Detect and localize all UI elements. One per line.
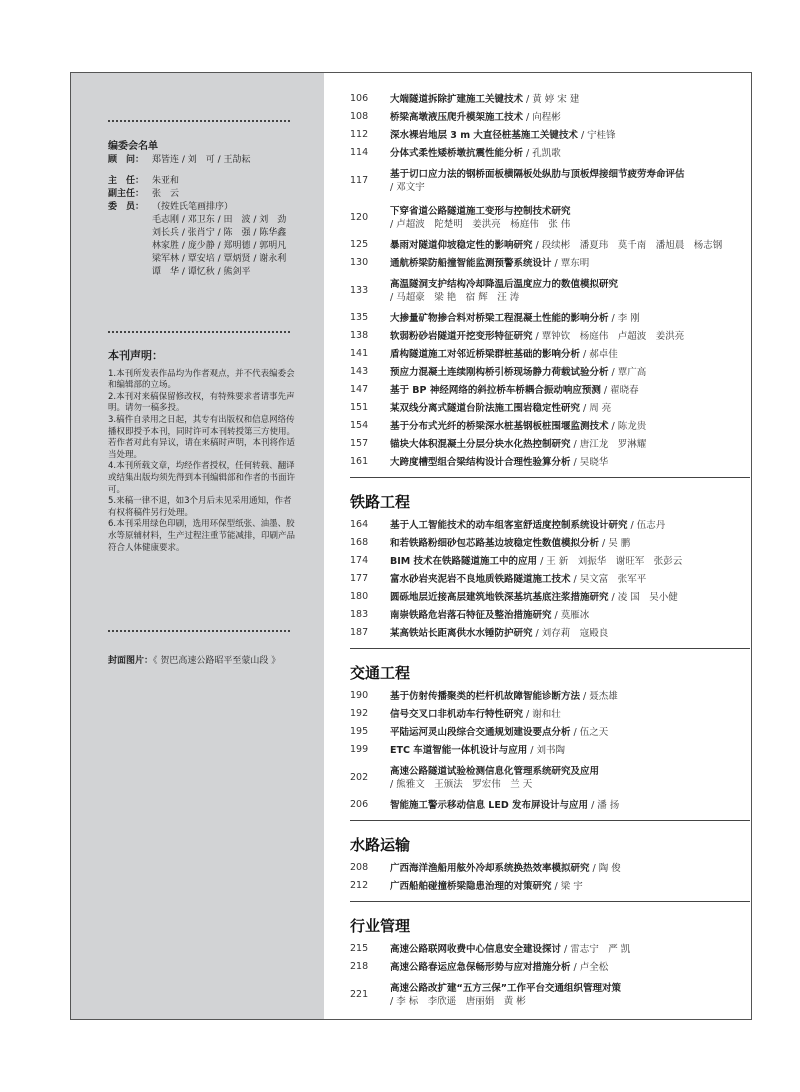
section-heading: 水路运输: [350, 836, 411, 854]
page-number: 151: [350, 402, 369, 413]
section-divider: [350, 477, 750, 478]
members-label: 委 员：: [108, 202, 145, 212]
toc-entry: [350, 687, 750, 705]
page-number: 164: [350, 519, 369, 530]
dotted-divider: [108, 331, 290, 333]
page-number: 195: [350, 726, 369, 737]
page-number: 202: [350, 772, 369, 783]
article-title: 信号交叉口非机动车行特性研究: [390, 709, 524, 720]
article-title: 下穿省道公路隧道施工变形与控制技术研究: [390, 205, 571, 217]
article-title: 通航桥梁防船撞智能监测预警系统设计: [390, 258, 552, 269]
section-divider: [350, 648, 750, 649]
cover-text: 《 贺巴高速公路昭平至蒙山段 》: [153, 656, 281, 666]
dotted-divider: [108, 630, 290, 632]
entry-body: [390, 129, 750, 142]
entry-body: [390, 982, 750, 1008]
notice-item: 6.本刊采用绿色印刷，选用环保型纸张、油墨、胶水等原辅材料，生产过程注重节能减排，印刷产品符合人体健康要求。: [108, 519, 296, 553]
toc-entry: [350, 796, 750, 814]
page-number: 215: [350, 943, 369, 954]
section-heading: 交通工程: [350, 664, 411, 682]
toc-entry: [350, 345, 750, 363]
entry-body: [390, 257, 750, 270]
entry-body: [390, 366, 750, 379]
article-authors: / 卢全松: [570, 962, 609, 973]
page-number: 133: [350, 285, 369, 296]
article-authors: / 李 刚: [608, 313, 640, 324]
article-authors: / 卢超波 陀楚明 姜洪亮 杨庭伟 张 伟: [390, 218, 571, 230]
toc-entry: [350, 624, 750, 642]
toc-entry: [350, 759, 750, 796]
toc-entry: [350, 363, 750, 381]
article-authors: / 陈龙贵: [608, 421, 647, 432]
article-authors: / 刘书陶: [527, 745, 565, 756]
director-label: 主 任：: [108, 176, 145, 186]
article-authors: / 陶 俊: [589, 863, 621, 874]
article-title: 圆砾地层近接高层建筑地铁深基坑基底注浆措施研究: [390, 592, 609, 603]
page-number: 212: [350, 880, 369, 891]
entry-body: [390, 744, 750, 757]
table-of-contents: [350, 90, 750, 1013]
toc-entry: [350, 417, 750, 435]
page-number: 108: [350, 111, 369, 122]
members-note: （按姓氏笔画排序）: [152, 202, 234, 212]
notice-item: 2.本刊对来稿保留修改权，有特殊要求者请事先声明。请勿一稿多投。: [108, 391, 295, 414]
article-title: 预应力混凝土连续刚构桥引桥现场静力荷载试验分析: [390, 367, 609, 378]
toc-entry: [350, 144, 750, 162]
article-title: 分体式柔性矮桥墩抗震性能分析: [390, 148, 524, 159]
article-title: 暴雨对隧道仰坡稳定性的影响研究: [390, 240, 533, 251]
entry-body: [390, 609, 750, 622]
entry-body: [390, 726, 750, 739]
page-number: 190: [350, 690, 369, 701]
article-title: 某双线分离式隧道台阶法施工围岩稳定性研究: [390, 403, 581, 414]
page-number: 154: [350, 420, 369, 431]
page-number: 135: [350, 312, 369, 323]
toc-entry: [350, 588, 750, 606]
section-heading: 行业管理: [350, 917, 411, 935]
deputy-name: 张 云: [152, 189, 180, 199]
toc-entry: [350, 236, 750, 254]
entry-body: [390, 627, 750, 640]
article-authors: / 翟晓春: [600, 385, 639, 396]
toc-entry: [350, 570, 750, 588]
entry-body: [390, 348, 750, 361]
toc-entry: [350, 958, 750, 976]
page-number: 206: [350, 799, 369, 810]
committee-heading: 编委会名单: [108, 141, 158, 152]
article-title: 广西船舶碰撞桥梁隐患治理的对策研究: [390, 881, 552, 892]
article-authors: / 邓文宇: [390, 181, 425, 193]
article-title: 基于人工智能技术的动车组客室舒适度控制系统设计研究: [390, 520, 628, 531]
page-number: 161: [350, 456, 369, 467]
page-number: 183: [350, 609, 369, 620]
toc-entry: [350, 162, 750, 199]
dotted-divider: [108, 120, 290, 122]
page-number: 143: [350, 366, 369, 377]
editorial-committee: [108, 140, 318, 279]
section-divider: [350, 901, 750, 902]
page-number: 114: [350, 147, 369, 158]
article-title: ETC 车道智能一体机设计与应用: [390, 745, 528, 756]
advisor-names: 郑皆连 / 刘 可 / 王劼耘: [152, 155, 251, 165]
article-title: 某高铁站长距离供水水锤防护研究: [390, 628, 533, 639]
toc-entry: [350, 90, 750, 108]
toc-entry: [350, 435, 750, 453]
toc-entry: [350, 199, 750, 236]
article-authors: / 孔凯歌: [523, 148, 561, 159]
toc-entry: [350, 534, 750, 552]
entry-body: [390, 456, 750, 469]
article-authors: / 覃钟钦 杨庭伟 卢超波 姜洪亮: [532, 331, 685, 342]
article-authors: / 吴晓华: [570, 457, 609, 468]
entry-body: [390, 690, 750, 703]
member-line: 梁军林 / 覃安培 / 覃炳贤 / 谢永利: [152, 254, 287, 264]
article-authors: / 黄 婷 宋 建: [523, 94, 580, 105]
page-number: 120: [350, 212, 369, 223]
toc-entry: [350, 705, 750, 723]
entry-body: [390, 862, 750, 875]
article-authors: / 莫雁冰: [551, 610, 590, 621]
article-title: 盾构隧道施工对邻近桥梁群桩基础的影响分析: [390, 349, 581, 360]
article-authors: / 梁 宇: [551, 881, 583, 892]
article-authors: / 覃东明: [551, 258, 590, 269]
member-line: 刘长兵 / 张肖宁 / 陈 强 / 陈华鑫: [152, 228, 287, 238]
article-title: 广西海洋渔船用舷外冷却系统换热效率模拟研究: [390, 863, 590, 874]
article-authors: / 段续彬 潘夏玮 莫千南 潘旭晨 杨志钢: [532, 240, 723, 251]
entry-body: [390, 239, 750, 252]
entry-body: [390, 880, 750, 893]
page-number: 117: [350, 175, 369, 186]
entry-body: [390, 799, 750, 812]
entry-body: [390, 555, 750, 568]
toc-entry: [350, 877, 750, 895]
article-authors: / 吴文富 张军平: [570, 574, 647, 585]
toc-entry: [350, 126, 750, 144]
entry-body: [390, 765, 750, 791]
article-authors: / 潘 扬: [588, 800, 620, 811]
entry-body: [390, 402, 750, 415]
page-number: 199: [350, 744, 369, 755]
article-title: 高速公路改扩建“五方三保”工作平台交通组织管理对策: [390, 982, 621, 994]
article-authors: / 马超豪 梁 艳 宿 辉 汪 涛: [390, 291, 520, 303]
article-authors: / 谢和壮: [523, 709, 561, 720]
article-title: 南崇铁路危岩落石特征及整治措施研究: [390, 610, 552, 621]
entry-body: [390, 384, 750, 397]
article-title: 基于 BP 神经网络的斜拉桥车桥耦合振动响应预测: [390, 385, 601, 396]
director-name: 朱亚和: [152, 176, 180, 186]
article-title: 高温隧洞支护结构冷却降温后温度应力的数值模拟研究: [390, 278, 619, 290]
article-title: 平陆运河灵山段综合交通规划建设要点分析: [390, 727, 571, 738]
article-authors: / 李 标 李欣遥 唐丽娟 黄 彬: [390, 995, 526, 1007]
page-number: 112: [350, 129, 369, 140]
page-number: 168: [350, 537, 369, 548]
article-title: 高速公路联网收费中心信息安全建设探讨: [390, 944, 562, 955]
page-number: 180: [350, 591, 369, 602]
cover-caption: [108, 653, 280, 666]
page-number: 130: [350, 257, 369, 268]
entry-body: [390, 591, 750, 604]
article-title: 基于仿射传播聚类的栏杆机故障智能诊断方法: [390, 691, 581, 702]
article-authors: / 宁桂锋: [577, 130, 616, 141]
toc-entry: [350, 859, 750, 877]
article-authors: / 郝卓佳: [580, 349, 618, 360]
page-number: 125: [350, 239, 369, 250]
article-title: 高速公路春运应急保畅形势与应对措施分析: [390, 962, 571, 973]
page-number: 147: [350, 384, 369, 395]
article-title: 高速公路隧道试验检测信息化管理系统研究及应用: [390, 765, 600, 777]
toc-entry: [350, 516, 750, 534]
article-title: 富水砂岩夹泥岩不良地质铁路隧道施工技术: [390, 574, 571, 585]
page-number: 218: [350, 961, 369, 972]
page-number: 157: [350, 438, 369, 449]
entry-body: [390, 205, 750, 231]
notice-item: 5.来稿一律不退，如3个月后未见采用通知，作者有权将稿件另行处理。: [108, 496, 292, 518]
article-title: 深水裸岩地层 3 m 大直径桩基施工关键技术: [390, 130, 578, 141]
article-authors: / 周 亮: [580, 403, 612, 414]
page-number: 138: [350, 330, 369, 341]
toc-entry: [350, 108, 750, 126]
toc-entry: [350, 741, 750, 759]
page-number: 192: [350, 708, 369, 719]
article-authors: / 唐江龙 罗淋耀: [570, 439, 647, 450]
toc-entry: [350, 940, 750, 958]
page-number: 208: [350, 862, 369, 873]
page-number: 141: [350, 348, 369, 359]
notice-item: 3.稿件自录用之日起，其专有出版权和信息网络传播权即授予本刊，同时许可本刊转授第三方使用。若作者对此有异议，请在来稿时声明，本刊将作适当处理。: [108, 414, 296, 460]
entry-body: [390, 961, 750, 974]
article-authors: / 凌 国 吴小健: [608, 592, 678, 603]
section-heading: 铁路工程: [350, 493, 411, 511]
article-authors: / 吴 鹏: [599, 538, 631, 549]
toc-entry: [350, 552, 750, 570]
page-number: 221: [350, 989, 369, 1000]
entry-body: [390, 93, 750, 106]
toc-entry: [350, 399, 750, 417]
notice-item: 4.本刊所载文章，均经作者授权，任何转载、翻译或结集出版均须先得到本刊编辑部和作者的书面许可。: [108, 461, 296, 495]
article-title: 基于切口应力法的钢桥面板横隔板处纵肋与顶板焊接细节疲劳寿命评估: [390, 168, 685, 180]
page-number: 187: [350, 627, 369, 638]
article-authors: / 覃广高: [608, 367, 647, 378]
entry-body: [390, 573, 750, 586]
entry-body: [390, 438, 750, 451]
article-title: 智能施工警示移动信息 LED 发布屏设计与应用: [390, 800, 589, 811]
entry-body: [390, 708, 750, 721]
entry-body: [390, 147, 750, 160]
page-number: 174: [350, 555, 369, 566]
toc-entry: [350, 327, 750, 345]
journal-notice: [108, 350, 298, 554]
member-line: 林家胜 / 庞少静 / 郑明德 / 郭明凡: [152, 241, 287, 251]
notice-item: 1.本刊所发表作品均为作者观点，并不代表编委会和编辑部的立场。: [108, 368, 295, 391]
page-number: 106: [350, 93, 369, 104]
article-authors: / 伍志丹: [627, 520, 666, 531]
article-title: 基于分布式光纤的桥梁深水桩基钢板桩围堰监测技术: [390, 421, 609, 432]
article-title: 大掺量矿物掺合料对桥梁工程混凝土性能的影响分析: [390, 313, 609, 324]
article-authors: / 雷志宁 严 凯: [561, 944, 631, 955]
member-line: 谭 华 / 谭忆秋 / 熊剑平: [152, 267, 251, 277]
article-title: 锚块大体积混凝土分层分块水化热控制研究: [390, 439, 571, 450]
toc-entry: [350, 976, 750, 1013]
article-authors: / 王 新 刘振华 谢旺军 张彭云: [537, 556, 683, 567]
section-divider: [350, 820, 750, 821]
toc-entry: [350, 381, 750, 399]
member-line: 毛志刚 / 邓卫东 / 田 波 / 刘 劲: [152, 215, 287, 225]
article-authors: / 伍之天: [570, 727, 609, 738]
notice-heading: 本刊声明：: [108, 349, 163, 362]
toc-entry: [350, 606, 750, 624]
cover-label: 封面图片：: [108, 656, 154, 666]
article-authors: / 向程彬: [523, 112, 561, 123]
article-authors: / 刘存莉 寇殿良: [532, 628, 609, 639]
toc-entry: [350, 254, 750, 272]
entry-body: [390, 312, 750, 325]
article-title: 大端隧道拆除扩建施工关键技术: [390, 94, 524, 105]
toc-entry: [350, 723, 750, 741]
entry-body: [390, 168, 750, 194]
article-authors: / 熊雅文 王颁法 罗宏伟 兰 天: [390, 778, 533, 790]
entry-body: [390, 537, 750, 550]
entry-body: [390, 420, 750, 433]
toc-entry: [350, 309, 750, 327]
article-title: 软弱粉砂岩隧道开挖变形特征研究: [390, 331, 533, 342]
article-title: 和若铁路粉细砂包芯路基边坡稳定性数值模拟分析: [390, 538, 600, 549]
article-title: 桥梁高墩液压爬升模架施工技术: [390, 112, 524, 123]
entry-body: [390, 278, 750, 304]
deputy-label: 副主任：: [108, 189, 145, 199]
entry-body: [390, 943, 750, 956]
article-title: BIM 技术在铁路隧道施工中的应用: [390, 556, 538, 567]
article-authors: / 聂杰雄: [580, 691, 618, 702]
page-number: 177: [350, 573, 369, 584]
article-title: 大跨度槽型组合梁结构设计合理性验算分析: [390, 457, 571, 468]
entry-body: [390, 111, 750, 124]
entry-body: [390, 330, 750, 343]
advisor-label: 顾 问：: [108, 155, 145, 165]
entry-body: [390, 519, 750, 532]
toc-entry: [350, 453, 750, 471]
toc-entry: [350, 272, 750, 309]
